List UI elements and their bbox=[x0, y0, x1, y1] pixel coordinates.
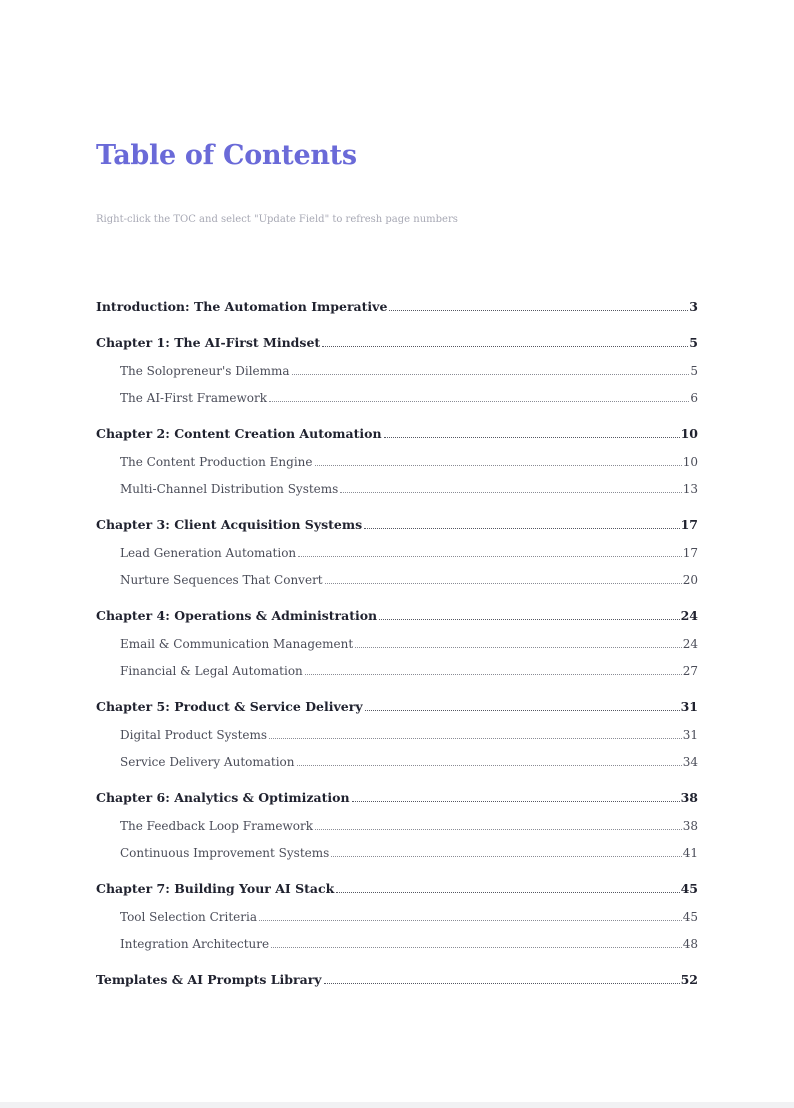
toc-page-number: 45 bbox=[682, 909, 698, 924]
toc-section-entry[interactable] bbox=[120, 933, 698, 951]
toc-update-hint: Right-click the TOC and select "Update Field" to refresh page numbers bbox=[96, 214, 458, 225]
toc-entry-label: Integration Architecture bbox=[120, 937, 270, 951]
toc-page-number: 45 bbox=[680, 881, 698, 896]
toc-entry-label: Chapter 5: Product & Service Delivery bbox=[96, 699, 363, 714]
toc-page-number: 27 bbox=[682, 664, 698, 678]
toc-page-number: 3 bbox=[689, 299, 698, 314]
toc-page-number: 5 bbox=[690, 363, 698, 378]
toc-page-number: 31 bbox=[682, 727, 698, 742]
toc-page-number: 13 bbox=[682, 482, 698, 496]
toc-entry-label: The Content Production Engine bbox=[120, 454, 313, 469]
toc-section-entry[interactable] bbox=[120, 815, 698, 833]
toc-section-entry[interactable] bbox=[120, 660, 698, 678]
toc-entry-label: The Solopreneur's Dilemma bbox=[120, 363, 290, 378]
toc-section-entry[interactable] bbox=[120, 633, 698, 651]
toc-entry-label: Continuous Improvement Systems bbox=[120, 846, 330, 860]
toc-page-number: 24 bbox=[680, 608, 698, 623]
toc-section-entry[interactable] bbox=[120, 478, 698, 496]
toc-entry-label: Digital Product Systems bbox=[120, 727, 268, 742]
toc-page-number: 52 bbox=[680, 972, 698, 987]
toc-section-entry[interactable] bbox=[120, 724, 698, 742]
toc-chapter-entry[interactable] bbox=[96, 969, 698, 987]
toc-entry-label: The Feedback Loop Framework bbox=[120, 818, 313, 833]
toc-dot-leader bbox=[269, 401, 689, 402]
toc-entry-label: Chapter 7: Building Your AI Stack bbox=[96, 881, 335, 896]
toc-entry-label: Chapter 4: Operations & Administration bbox=[96, 608, 378, 623]
toc-dot-leader bbox=[325, 583, 682, 584]
toc-section-entry[interactable] bbox=[120, 906, 698, 924]
toc-dot-leader bbox=[305, 674, 682, 675]
toc-page-number: 10 bbox=[682, 454, 698, 469]
toc-section-entry[interactable] bbox=[120, 751, 698, 769]
toc-chapter-entry[interactable] bbox=[96, 296, 698, 314]
toc-page-number: 24 bbox=[682, 636, 698, 651]
toc-dot-leader bbox=[259, 920, 682, 921]
toc-entry-label: Chapter 3: Client Acquisition Systems bbox=[96, 517, 363, 532]
toc-page-number: 20 bbox=[682, 573, 698, 587]
toc-dot-leader bbox=[324, 983, 680, 984]
toc-page-number: 31 bbox=[680, 699, 698, 714]
toc-page-number: 5 bbox=[689, 335, 698, 350]
toc-dot-leader bbox=[365, 710, 680, 711]
toc-section-entry[interactable] bbox=[120, 387, 698, 405]
toc-page-number: 34 bbox=[682, 755, 698, 769]
toc-dot-leader bbox=[389, 310, 688, 311]
toc-dot-leader bbox=[384, 437, 680, 438]
toc-entry-label: Introduction: The Automation Imperative bbox=[96, 299, 388, 314]
toc-entry-label: Financial & Legal Automation bbox=[120, 664, 303, 678]
toc-section-entry[interactable] bbox=[120, 842, 698, 860]
toc-chapter-entry[interactable] bbox=[96, 423, 698, 441]
toc-dot-leader bbox=[336, 892, 679, 893]
toc-entry-label: Chapter 2: Content Creation Automation bbox=[96, 426, 382, 441]
toc-dot-leader bbox=[364, 528, 679, 529]
toc-page-number: 41 bbox=[682, 846, 698, 860]
toc-section-entry[interactable] bbox=[120, 360, 698, 378]
toc-dot-leader bbox=[315, 829, 682, 830]
toc-chapter-entry[interactable] bbox=[96, 332, 698, 350]
toc-entry-label: Email & Communication Management bbox=[120, 636, 354, 651]
toc-dot-leader bbox=[271, 947, 682, 948]
toc-dot-leader bbox=[340, 492, 681, 493]
toc-page-number: 38 bbox=[682, 818, 698, 833]
toc-section-entry[interactable] bbox=[120, 542, 698, 560]
toc-chapter-entry[interactable] bbox=[96, 787, 698, 805]
toc-section-entry[interactable] bbox=[120, 569, 698, 587]
toc-page-number: 10 bbox=[680, 426, 698, 441]
toc-page-number: 17 bbox=[680, 517, 698, 532]
toc-entry-label: Tool Selection Criteria bbox=[120, 909, 257, 924]
toc-dot-leader bbox=[315, 465, 682, 466]
toc-dot-leader bbox=[355, 647, 682, 648]
toc-entry-label: Lead Generation Automation bbox=[120, 545, 297, 560]
toc-dot-leader bbox=[322, 346, 688, 347]
toc-section-entry[interactable] bbox=[120, 451, 698, 469]
toc-dot-leader bbox=[297, 765, 682, 766]
toc-entry-label: Multi-Channel Distribution Systems bbox=[120, 482, 339, 496]
toc-page-number: 48 bbox=[682, 937, 698, 951]
toc-chapter-entry[interactable] bbox=[96, 514, 698, 532]
toc-entry-label: Chapter 1: The AI-First Mindset bbox=[96, 335, 321, 350]
toc-dot-leader bbox=[298, 556, 682, 557]
toc-dot-leader bbox=[331, 856, 681, 857]
toc-dot-leader bbox=[352, 801, 680, 802]
toc-entry-label: Templates & AI Prompts Library bbox=[96, 972, 322, 987]
toc-page-number: 17 bbox=[682, 545, 698, 560]
toc-entry-label: Service Delivery Automation bbox=[120, 755, 295, 769]
toc-entry-label: Chapter 6: Analytics & Optimization bbox=[96, 790, 350, 805]
toc-title: Table of Contents bbox=[96, 140, 357, 171]
page-bottom-edge bbox=[0, 1102, 794, 1108]
toc-page-number: 6 bbox=[690, 391, 698, 405]
toc-chapter-entry[interactable] bbox=[96, 878, 698, 896]
toc-entry-label: The AI-First Framework bbox=[120, 391, 268, 405]
toc-page-number: 38 bbox=[680, 790, 698, 805]
toc-dot-leader bbox=[269, 738, 682, 739]
toc-chapter-entry[interactable] bbox=[96, 605, 698, 623]
toc-dot-leader bbox=[292, 374, 690, 375]
toc-dot-leader bbox=[379, 619, 679, 620]
toc-entry-label: Nurture Sequences That Convert bbox=[120, 573, 323, 587]
toc-chapter-entry[interactable] bbox=[96, 696, 698, 714]
